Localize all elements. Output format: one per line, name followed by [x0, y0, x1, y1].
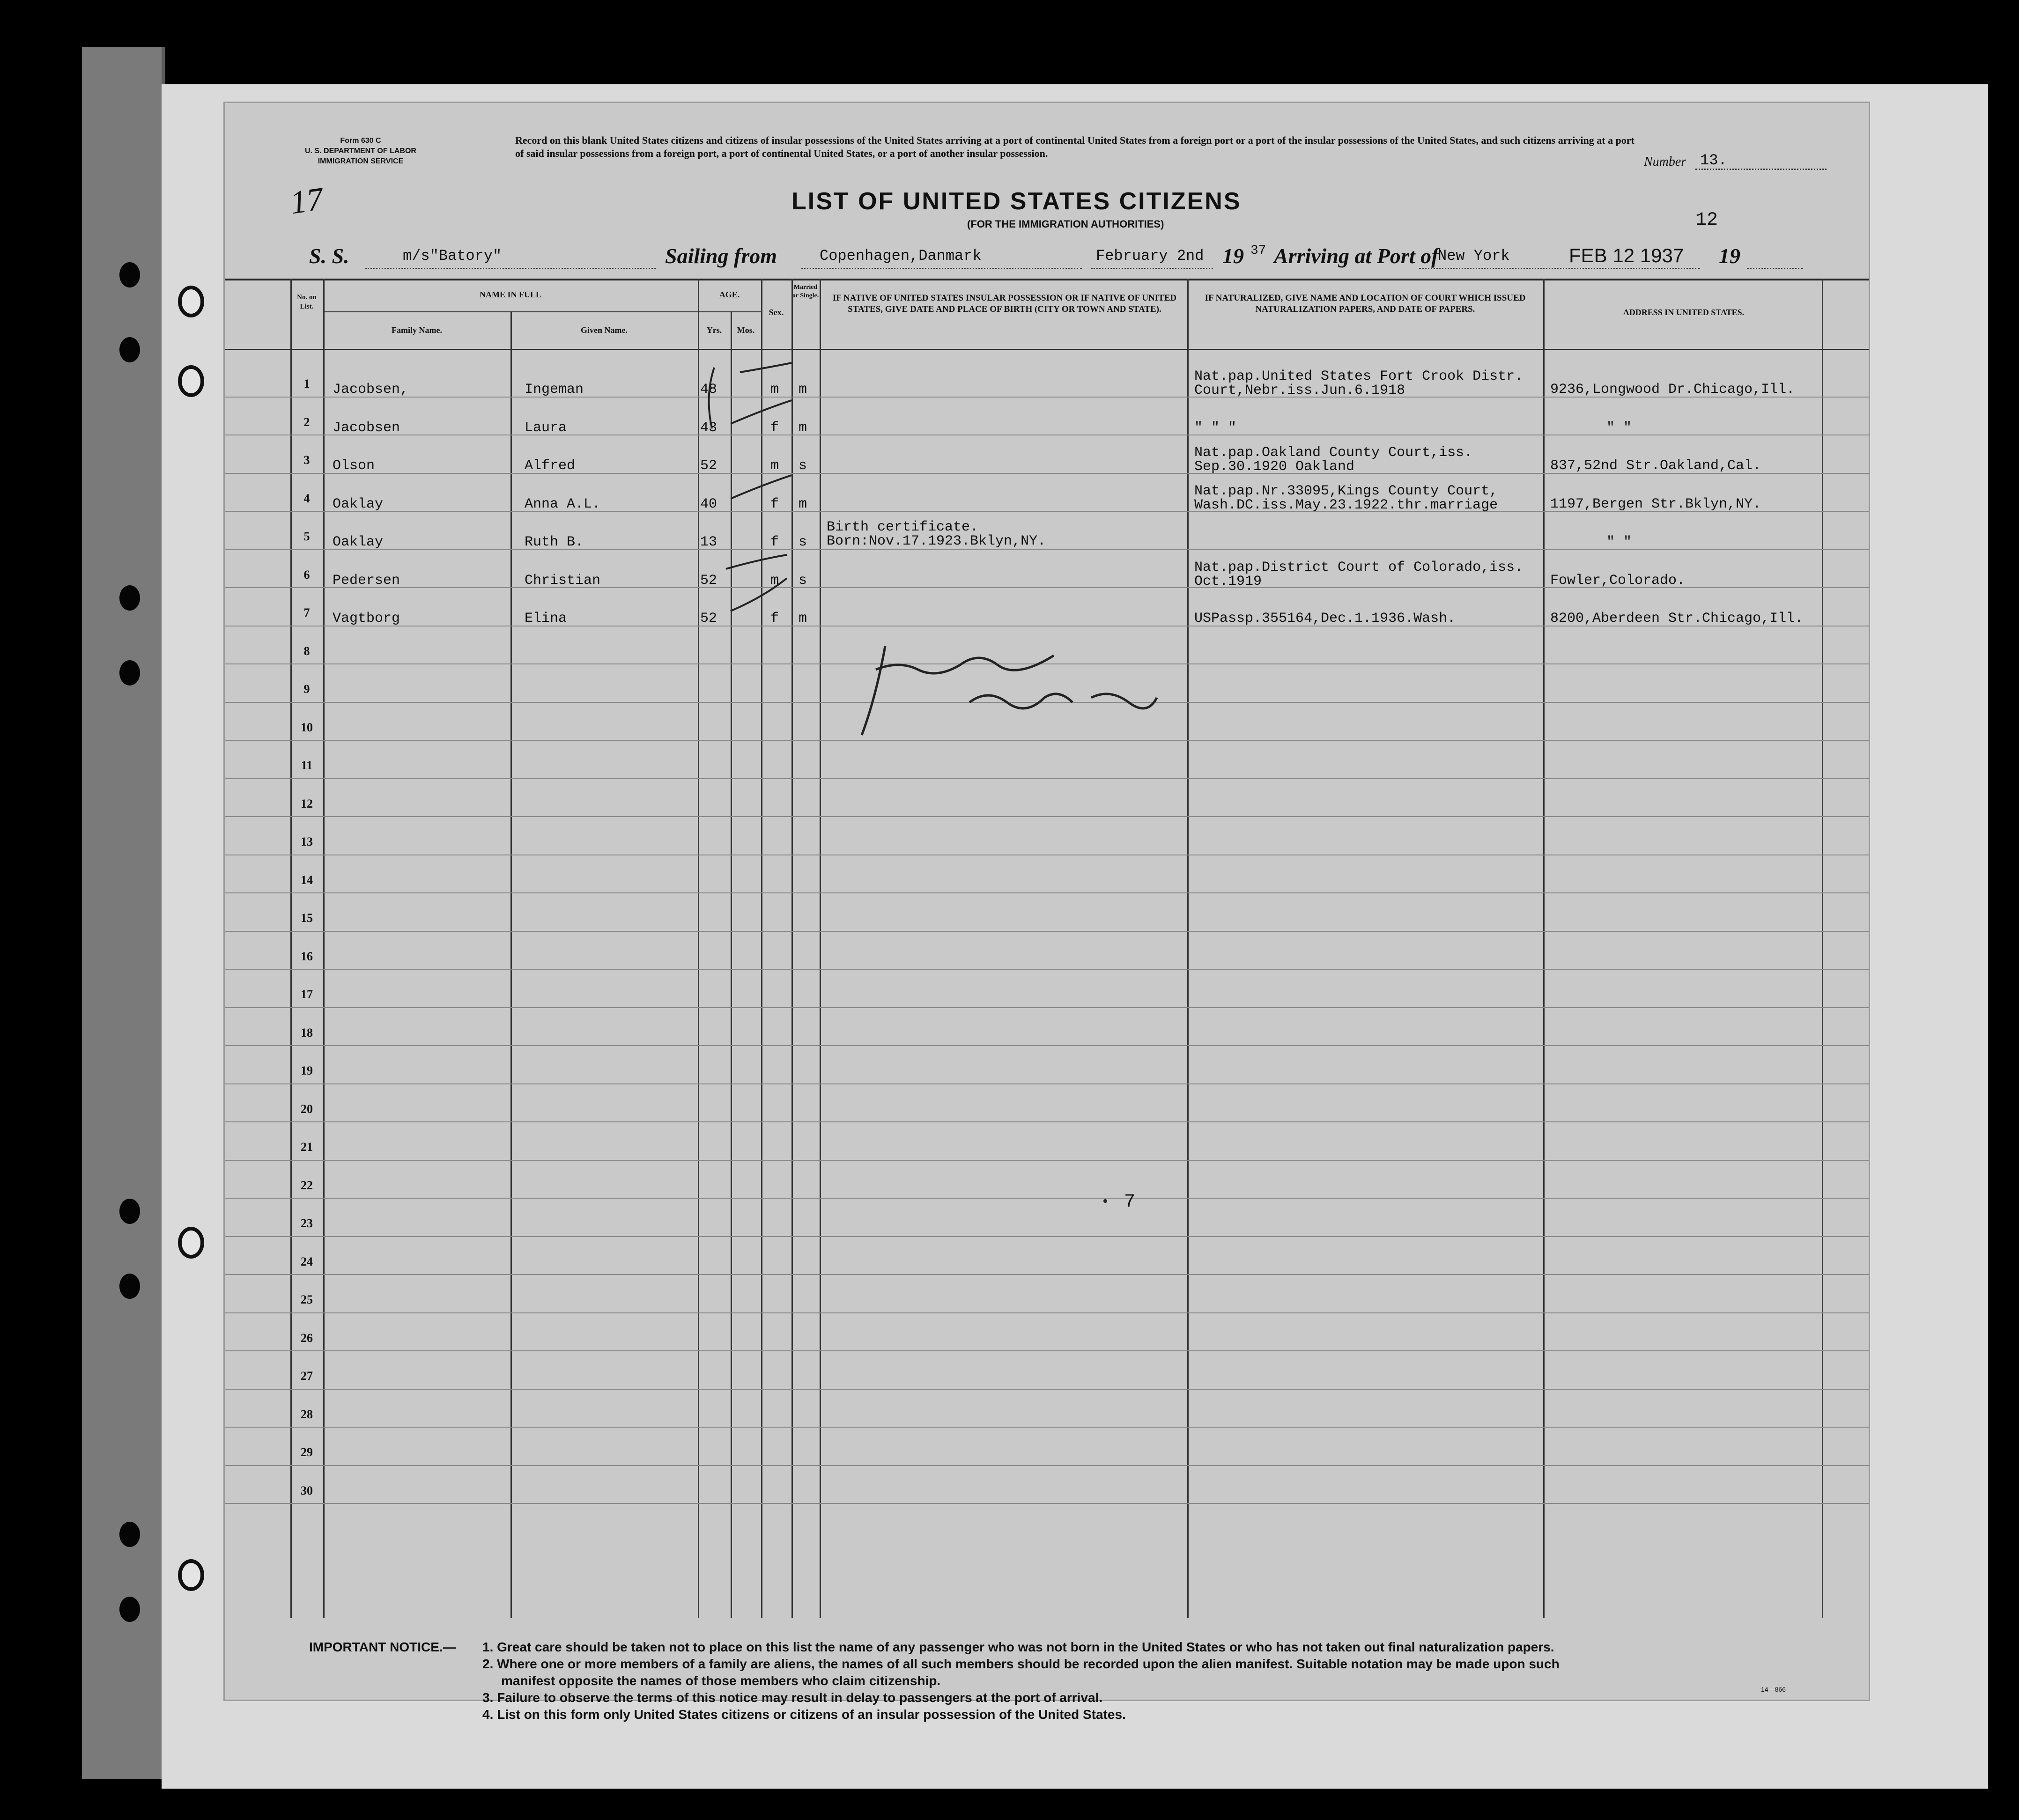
line-number: 19	[301, 1064, 313, 1077]
header-naturalization: IF NATURALIZED, GIVE NAME AND LOCATION OF COURT WHICH ISSUED NATURALIZATION PAPERS, AND DATE OF PAPERS.	[1205, 293, 1526, 314]
year-prefix: 19	[1222, 244, 1244, 268]
row-rule	[225, 1007, 1869, 1008]
marital-status: m	[799, 382, 807, 398]
handwritten-signature	[857, 632, 1161, 754]
line-number: 4	[303, 491, 310, 505]
handwritten-tick-marks	[693, 358, 801, 620]
family-name: Oaklay	[333, 496, 384, 512]
sex: m	[770, 458, 779, 474]
family-name: Jacobsen	[333, 420, 400, 436]
address: 837,52nd Str.Oakland,Cal.	[1550, 458, 1761, 474]
notice-item: 1. Great care should be taken not to place on this list the name of any passenger who was not born in the United States or who has not taken out final naturalization papers.	[482, 1640, 1554, 1654]
header-line-number: No. on List.	[297, 294, 317, 310]
ship-name: m/s"Batory"	[403, 247, 502, 265]
naturalization-line-1: Nat.pap.United States Fort Crook Distr.	[1194, 368, 1523, 384]
header-months: Mos.	[737, 325, 755, 335]
naturalization-line-1: USPassp.355164,Dec.1.1936.Wash.	[1194, 611, 1456, 626]
row-rule	[225, 1503, 1869, 1504]
age-years: 40	[700, 496, 717, 512]
header-name-in-full: NAME IN FULL	[479, 290, 541, 299]
number-value: 13.	[1700, 152, 1727, 169]
manifest-sheet	[225, 103, 1869, 1722]
given-name: Christian	[525, 572, 601, 589]
birth-line-2: Born:Nov.17.1923.Bklyn,NY.	[827, 533, 1046, 549]
given-name: Anna A.L.	[525, 496, 601, 512]
row-rule	[225, 1274, 1869, 1275]
marital-status: m	[799, 496, 807, 512]
row-rule	[225, 1236, 1869, 1237]
age-years: 13	[700, 534, 717, 550]
family-name: Jacobsen,	[333, 382, 409, 398]
line-number: 23	[301, 1216, 313, 1230]
line-number: 14	[301, 873, 313, 887]
line-number: 24	[301, 1254, 313, 1268]
marital-status: s	[799, 572, 807, 589]
row-rule	[225, 1160, 1869, 1161]
naturalization-line-1: Nat.pap.District Court of Colorado,iss.	[1194, 559, 1523, 575]
date-underline	[1091, 268, 1213, 269]
binder-hole	[119, 585, 140, 611]
binder-edge	[82, 47, 165, 1779]
table-top-rule	[225, 279, 1869, 280]
family-name: Olson	[333, 458, 375, 474]
binder-hole	[119, 660, 140, 685]
address: Fowler,Colorado.	[1550, 572, 1686, 589]
notice-item: 2. Where one or more members of a family are aliens, the names of all such members should be recorded upon the alien manifest. Suitable notation may be made upon such	[482, 1657, 1560, 1671]
ss-label: S. S.	[309, 244, 349, 268]
sex: f	[770, 534, 779, 550]
page-subtitle: (FOR THE IMMIGRATION AUTHORITIES)	[967, 218, 1164, 230]
line-number: 20	[301, 1102, 313, 1116]
line-number: 10	[301, 720, 313, 734]
naturalization-line-2: Sep.30.1920 Oakland	[1194, 459, 1355, 475]
form-identifier	[281, 136, 440, 167]
header-given-name: Given Name.	[581, 325, 628, 335]
line-number: 12	[301, 796, 313, 811]
line-number: 29	[301, 1445, 313, 1459]
line-number: 26	[301, 1331, 313, 1345]
sailing-year: 37	[1250, 243, 1266, 258]
address: " "	[1606, 420, 1632, 436]
address: 1197,Bergen Str.Bklyn,NY.	[1550, 496, 1761, 512]
given-name: Alfred	[525, 458, 576, 474]
number-underline	[1695, 169, 1827, 170]
header-married-single: Married or Single.	[792, 284, 819, 299]
age-subheader-rule	[698, 311, 761, 312]
binder-ring	[178, 365, 204, 397]
form-instructions: Record on this blank United States citizens and citizens of insular possessions of the United States arriving at a port of continental United States from a foreign port or a port of the insular possessions of the United States, and such citizens arriving at a port of said insular possessions from a foreign port, a port of continental United States, or a port of another insular possession.	[515, 134, 1634, 159]
departure-port: Copenhagen,Danmark	[820, 247, 982, 265]
column-divider	[1543, 279, 1545, 1618]
header-address: ADDRESS IN UNITED STATES.	[1623, 308, 1745, 317]
age-years: 48	[700, 382, 717, 398]
arrival-date-stamp: FEB 12 1937	[1569, 244, 1684, 266]
line-number: 2	[303, 415, 310, 429]
column-divider	[290, 279, 292, 1618]
year2-underline	[1747, 268, 1803, 269]
given-name: Ruth B.	[525, 534, 584, 550]
column-divider	[510, 311, 512, 1618]
header-birth-details: IF NATIVE OF UNITED STATES INSULAR POSSESSION OR IF NATIVE OF UNITED STATES, GIVE DATE AND PLACE OF BIRTH (CITY OR TOWN AND STATE).	[832, 293, 1177, 314]
line-number: 30	[301, 1483, 313, 1497]
line-number: 18	[301, 1025, 313, 1039]
sailing-from-label: Sailing from	[665, 244, 777, 268]
notice-label: IMPORTANT NOTICE.—	[309, 1640, 456, 1654]
page-mark: 12	[1695, 210, 1718, 231]
page-title: LIST OF UNITED STATES CITIZENS	[791, 188, 1242, 215]
row-rule	[225, 931, 1869, 932]
header-bottom-rule	[225, 349, 1869, 350]
notice-list	[482, 1639, 1864, 1723]
column-divider	[323, 279, 325, 1618]
given-name: Ingeman	[525, 382, 584, 398]
naturalization-line-1: Nat.pap.Oakland County Court,iss.	[1194, 445, 1473, 461]
row-rule	[225, 969, 1869, 970]
line-number: 6	[303, 567, 310, 582]
column-divider	[820, 279, 821, 1618]
stray-mark-text: 7	[1124, 1192, 1136, 1213]
sex: f	[770, 611, 779, 626]
naturalization-line-1: Nat.pap.Nr.33095,Kings County Court,	[1194, 483, 1498, 499]
row-rule	[225, 1312, 1869, 1313]
binder-hole	[119, 337, 140, 362]
ship-underline	[365, 268, 656, 269]
marital-status: s	[799, 534, 807, 550]
row-rule	[225, 1389, 1869, 1390]
family-name: Oaklay	[333, 534, 384, 550]
line-number: 16	[301, 949, 313, 963]
line-number: 7	[303, 606, 310, 619]
binder-ring	[178, 286, 204, 317]
address: 9236,Longwood Dr.Chicago,Ill.	[1550, 382, 1795, 398]
age-years: 43	[700, 420, 717, 436]
row-rule	[225, 1427, 1869, 1428]
line-number: 9	[303, 682, 310, 696]
notice-item: 4. List on this form only United States citizens or citizens of an insular possession of the United States.	[482, 1707, 1126, 1722]
line-number: 13	[301, 835, 313, 848]
marital-status: m	[799, 420, 807, 436]
header-sex: Sex.	[769, 308, 784, 317]
department-name: U. S. DEPARTMENT OF LABOR	[305, 147, 416, 155]
line-number: 1	[303, 377, 310, 391]
family-name: Vagtborg	[333, 611, 400, 626]
arriving-label: Arriving at Port of	[1274, 244, 1439, 268]
line-number: 17	[301, 987, 313, 1001]
printer-code: 14—866	[1761, 1686, 1786, 1693]
binder-hole	[119, 1274, 140, 1299]
port-underline	[1419, 268, 1700, 269]
column-divider	[1822, 279, 1823, 1618]
row-rule	[225, 1045, 1869, 1046]
sex: m	[770, 572, 779, 589]
row-rule	[225, 1083, 1869, 1084]
header-age: AGE.	[719, 290, 740, 299]
naturalization-line-2: Wash.DC.iss.May.23.1922.thr.marriage	[1194, 497, 1498, 513]
address: " "	[1606, 534, 1632, 550]
notice-item: 3. Failure to observe the terms of this notice may result in delay to passengers at the port of arrival.	[482, 1690, 1103, 1705]
line-number: 11	[301, 759, 313, 772]
given-name: Elina	[525, 611, 567, 626]
birth-line-1: Birth certificate.	[827, 519, 979, 535]
sex: f	[770, 496, 779, 512]
line-number: 3	[303, 453, 310, 467]
notice-item: manifest opposite the names of those members who claim citizenship.	[501, 1673, 941, 1688]
marital-status: s	[799, 458, 807, 474]
naturalization-line-2: Court,Nebr.iss.Jun.6.1918	[1194, 383, 1405, 398]
naturalization-line-1: " " "	[1194, 420, 1237, 436]
handwritten-margin-mark: 17	[288, 181, 325, 221]
column-divider	[1187, 279, 1189, 1618]
marital-status: m	[799, 611, 807, 626]
row-rule	[225, 1350, 1869, 1351]
line-number: 15	[301, 911, 313, 925]
age-years: 52	[700, 572, 717, 589]
departure-underline	[801, 268, 1082, 269]
line-number: 8	[303, 644, 310, 658]
header-family-name: Family Name.	[392, 325, 442, 335]
row-rule	[225, 892, 1869, 893]
form-number: Form 630 C	[340, 137, 381, 145]
row-rule	[225, 778, 1869, 779]
arrival-port: New York	[1438, 247, 1510, 265]
sailing-date: February 2nd	[1096, 247, 1204, 265]
age-years: 52	[700, 611, 717, 626]
line-number: 25	[301, 1293, 313, 1306]
service-name: IMMIGRATION SERVICE	[318, 157, 404, 165]
naturalization-line-2: Oct.1919	[1194, 573, 1262, 589]
row-rule	[225, 1121, 1869, 1122]
row-rule	[225, 816, 1869, 817]
binder-hole	[119, 1199, 140, 1224]
line-number: 28	[301, 1407, 313, 1421]
binder-hole	[119, 262, 140, 287]
passenger-table	[225, 279, 1869, 1618]
line-number: 22	[301, 1178, 313, 1192]
age-years: 52	[700, 458, 717, 474]
name-subheader-rule	[323, 311, 698, 312]
binder-hole	[119, 1522, 140, 1547]
line-number: 21	[301, 1140, 313, 1154]
sex: f	[770, 420, 779, 436]
line-number: 5	[303, 530, 310, 543]
line-number: 27	[301, 1369, 313, 1383]
row-rule	[225, 1465, 1869, 1466]
year2-prefix: 19	[1719, 244, 1740, 268]
family-name: Pedersen	[333, 572, 400, 589]
binder-ring	[178, 1227, 204, 1259]
row-rule	[225, 1198, 1869, 1199]
number-label: Number	[1644, 155, 1686, 169]
given-name: Laura	[525, 420, 567, 436]
sex: m	[770, 382, 779, 398]
binder-hole	[119, 1597, 140, 1622]
header-years: Yrs.	[706, 325, 722, 335]
binder-ring	[178, 1559, 204, 1591]
address: 8200,Aberdeen Str.Chicago,Ill.	[1550, 611, 1804, 626]
